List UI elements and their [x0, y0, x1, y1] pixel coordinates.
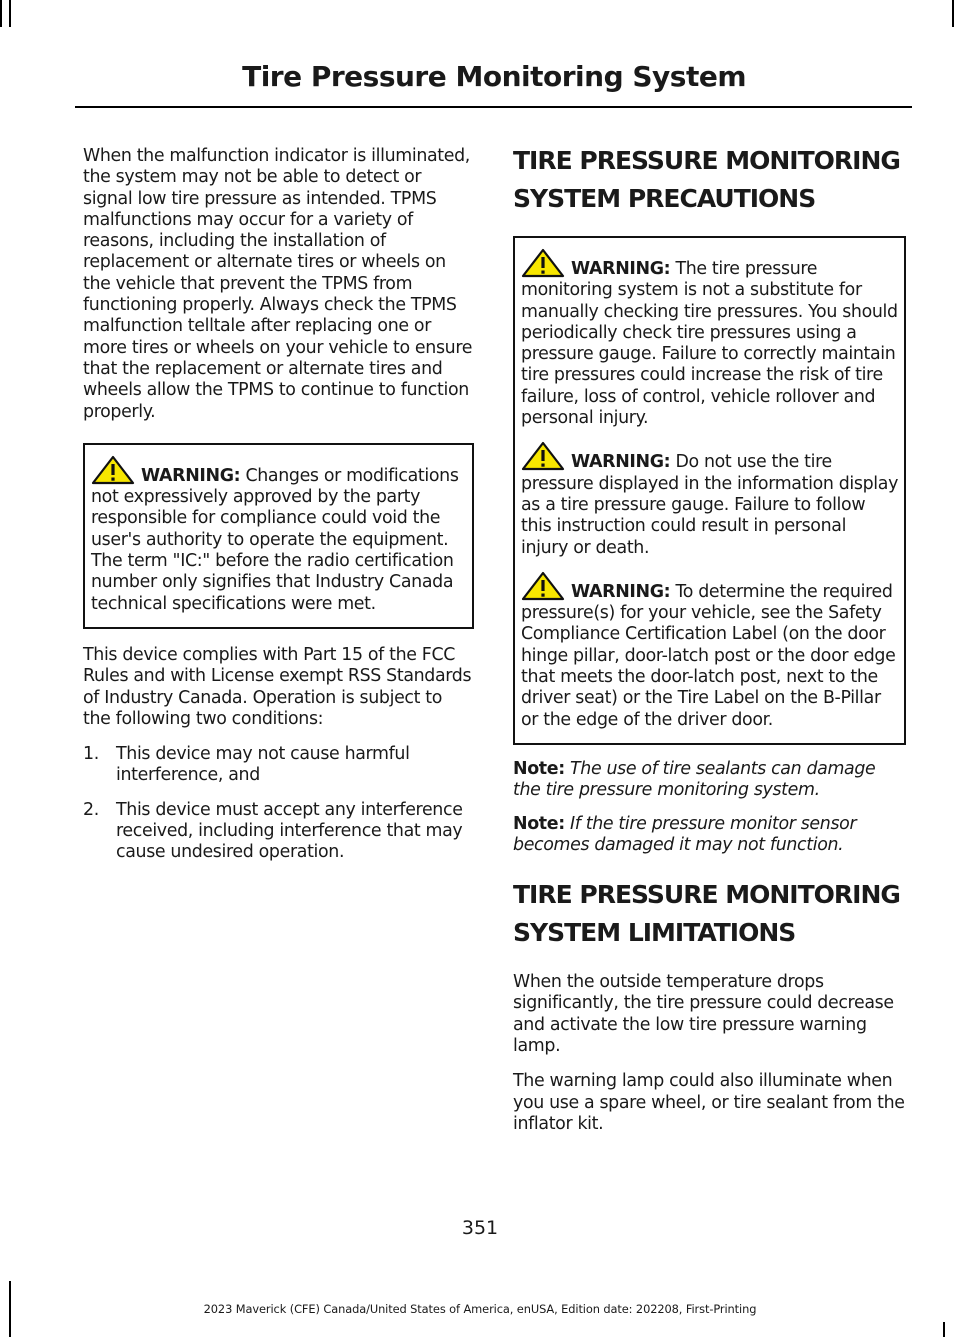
- crop-mark: [952, 0, 954, 27]
- heading-line: TIRE PRESSURE MONITORING: [513, 146, 900, 175]
- edition-footer: 2023 Maverick (CFE) Canada/United States of America, enUSA, Edition date: 202208, First-Printing: [203, 1302, 757, 1316]
- heading-line: SYSTEM LIMITATIONS: [513, 918, 796, 948]
- warning-text: Do not use the tire pressure displayed in the information display as a tire pressure gauge. Failure to follow this instruction could result in personal injury or death.: [521, 452, 899, 558]
- warning-triangle-icon: [521, 248, 565, 278]
- list-text: This device must accept any interference received, including interference that may cause undesired operation.: [116, 799, 463, 863]
- note: [513, 759, 906, 802]
- warning-text: To determine the required pressure(s) for your vehicle, see the Safety Compliance Certification Label (on the door hinge pillar, door-latch post or the door edge that meets the door-latch post, next to the driver seat) or the Tire Label on the B-Pillar or the edge of the driver door.: [521, 581, 896, 730]
- warning-label: WARNING:: [571, 259, 671, 279]
- limitations-paragraph: The warning lamp could also illuminate when you use a spare wheel, or tire sealant from the inflator kit.: [513, 1071, 905, 1134]
- warning-text: The tire pressure monitoring system is not a substitute for manually checking tire pressures. You should periodically check tire pressures using a pressure gauge. Failure to correctly maintain tire pressures could increase the risk of tire failure, loss of control, vehicle rollover and personal injury.: [521, 259, 898, 429]
- precautions-warning-box: [513, 236, 906, 745]
- heading-line: TIRE PRESSURE MONITORING: [513, 880, 900, 910]
- warning-label: WARNING:: [571, 452, 671, 473]
- warning-item: [521, 248, 898, 429]
- warning-label: WARNING:: [141, 465, 241, 486]
- left-column: [83, 146, 474, 877]
- limitations-heading: [513, 880, 906, 948]
- warning-label: WARNING:: [571, 581, 671, 602]
- precautions-heading: [513, 146, 906, 214]
- warning-box: [83, 443, 474, 629]
- list-text: This device may not cause harmful interference, and: [116, 744, 410, 786]
- crop-mark: [943, 1322, 945, 1337]
- note-text: If the tire pressure monitor sensor becomes damaged it may not function.: [513, 813, 857, 855]
- warning-item: [521, 441, 898, 558]
- header-divider: [75, 106, 912, 108]
- crop-mark: [9, 0, 11, 27]
- malfunction-paragraph: When the malfunction indicator is illuminated, the system may not be able to detect or signal low tire pressure as intended. TPMS malfunctions may occur for a variety of reasons, including the installation of replacement or alternate tires or wheels on the vehicle that prevent the TPMS from functioning properly. Always check the TPMS malfunction telltale after replacing one or more tires or wheels on your vehicle to ensure that the replacement or alternate tires and wheels allow the TPMS to continue to function properly.: [83, 146, 473, 422]
- note-label: Note:: [513, 813, 565, 834]
- limitations-paragraph: When the outside temperature drops significantly, the tire pressure could decrease and activate the low tire pressure warning lamp.: [513, 972, 894, 1057]
- warning-item: [91, 455, 466, 615]
- compliance-paragraph: This device complies with Part 15 of the FCC Rules and with License exempt RSS Standards of Industry Canada. Operation is subject to the following two conditions:: [83, 644, 472, 729]
- conditions-list: [83, 744, 474, 863]
- list-number: 2.: [83, 799, 99, 820]
- note-text: The use of tire sealants can damage the tire pressure monitoring system.: [513, 758, 876, 801]
- warning-triangle-icon: [521, 571, 565, 601]
- heading-line: SYSTEM PRECAUTIONS: [513, 184, 816, 213]
- warning-triangle-icon: [91, 455, 135, 485]
- warning-item: [521, 571, 898, 731]
- warning-text: Changes or modifications not expressively approved by the party responsible for compliance could void the user's authority to operate the equipment. The term "IC:" before the radio certification number only signifies that Industry Canada technical specifications were met.: [91, 465, 459, 614]
- note-label: Note:: [513, 758, 565, 779]
- list-item: [83, 800, 474, 864]
- page-header-title: Tire Pressure Monitoring System: [242, 60, 746, 93]
- page-number: 351: [461, 1217, 499, 1239]
- note: [513, 814, 906, 857]
- crop-mark: [0, 0, 2, 27]
- right-column: [513, 146, 906, 1149]
- list-item: [83, 744, 474, 787]
- list-number: 1.: [83, 744, 99, 765]
- warning-triangle-icon: [521, 441, 565, 471]
